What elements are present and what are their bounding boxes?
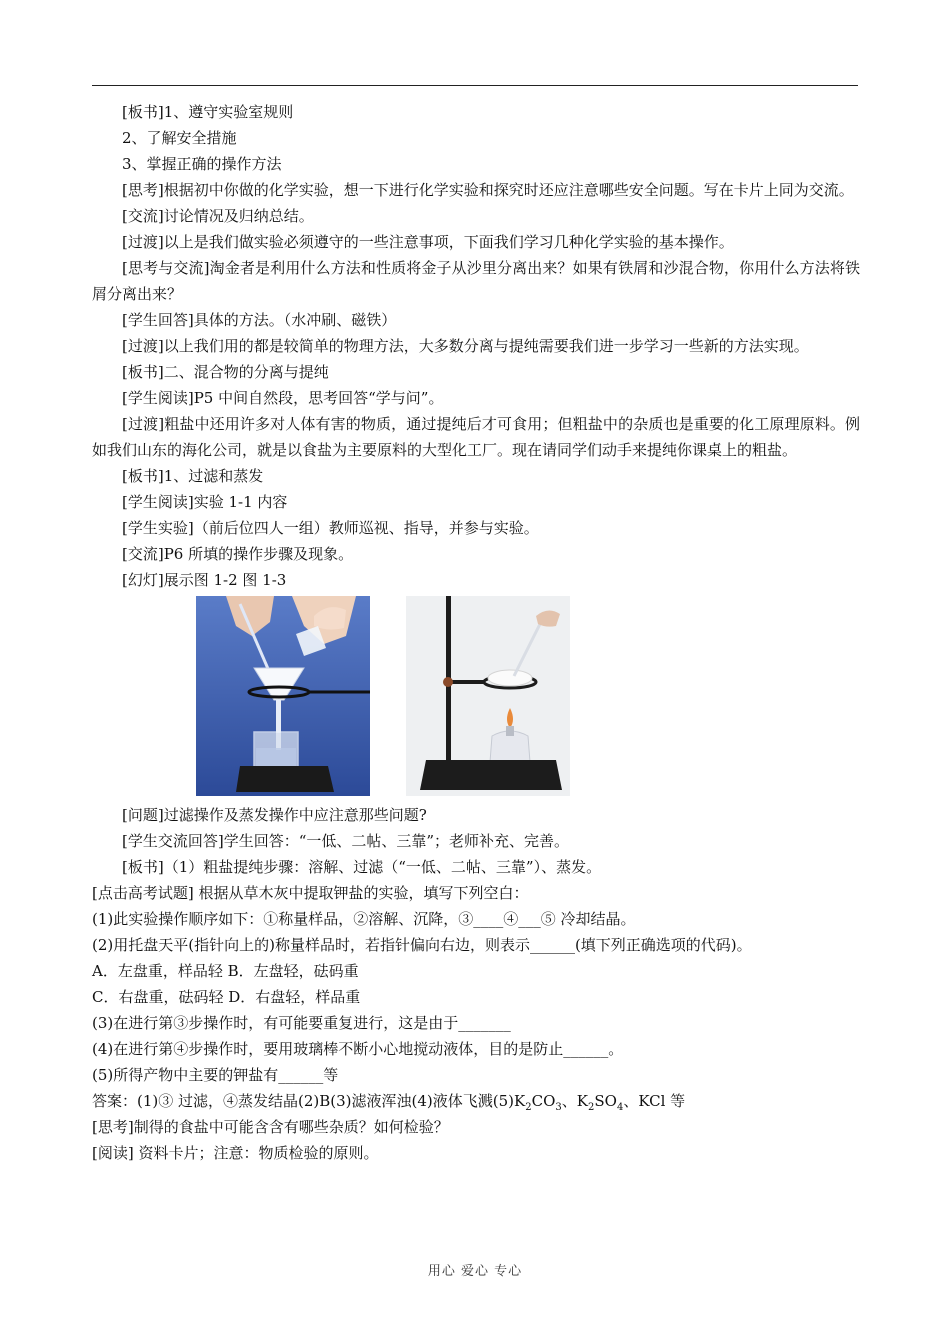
header-rule: [92, 85, 858, 86]
text-line: [学生交流回答]学生回答：“一低、二帖、三靠”；老师补充、完善。: [122, 832, 570, 850]
exam-line: (5)所得产物中主要的钾盐有______等: [92, 1066, 339, 1084]
text-line: [交流]P6 所填的操作步骤及现象。: [122, 545, 354, 563]
exam-line: (4)在进行第④步操作时，要用玻璃棒不断小心地搅动液体，目的是防止______。: [92, 1040, 624, 1058]
text-line: [板书]1、遵守实验室规则: [122, 103, 294, 121]
text-line: [思考]制得的食盐中可能含含有哪些杂质？如何检验？: [92, 1118, 449, 1136]
answer-suffix: 、KCl 等: [623, 1092, 686, 1110]
exam-line: [点击高考试题] 根据从草木灰中提取钾盐的实验，填写下列空白：: [92, 884, 529, 902]
exam-line: A．左盘重，样品轻 B．左盘轻，砝码重: [92, 962, 359, 980]
text-line: [幻灯]展示图 1-2 图 1-3: [122, 571, 287, 589]
text-line: [学生回答]具体的方法。（水冲刷、磁铁）: [122, 311, 397, 329]
text-line: [板书]1、过滤和蒸发: [122, 467, 264, 485]
subscript: 2: [588, 1102, 595, 1113]
exam-line: (2)用托盘天平(指针向上的)称量样品时，若指针偏向右边，则表示______(填下列正确选项的代码)。: [92, 936, 752, 954]
filtration-photo: [196, 596, 370, 796]
text-line: 3、掌握正确的操作方法: [122, 155, 282, 173]
answer-prefix: 答案：(1)③ 过滤，④蒸发结晶(2)B(3)滤液浑浊(4)液体飞溅(5)K: [92, 1092, 526, 1110]
subscript: 4: [616, 1102, 624, 1113]
text-line: [阅读] 资料卡片；注意：物质检验的原则。: [92, 1144, 379, 1162]
exam-line: C．右盘重，砝码轻 D．右盘轻，样品重: [92, 988, 361, 1006]
figure-row: [92, 596, 860, 802]
text-line: [板书]二、混合物的分离与提纯: [122, 363, 329, 381]
text-line: [学生阅读]P5 中间自然段，思考回答“学与问”。: [122, 389, 444, 407]
text-line: [过渡]以上我们用的都是较简单的物理方法，大多数分离与提纯需要我们进一步学习一些新的方法实现。: [122, 337, 809, 355]
document-body: [92, 99, 860, 1166]
text-line: [思考与交流]淘金者是利用什么方法和性质将金子从沙里分离出来？如果有铁屑和沙混合物，你用什么方法将铁屑分离出来？: [92, 259, 860, 303]
exam-line: (1)此实验操作顺序如下：①称量样品，②溶解、沉降，③____④___⑤ 冷却结晶。: [92, 910, 636, 928]
text-line: [问题]过滤操作及蒸发操作中应注意那些问题?: [122, 806, 427, 824]
text-line: [板书]（1）粗盐提纯步骤：溶解、过滤（“一低、二帖、三靠”）、蒸发。: [122, 858, 602, 876]
text-line: [交流]讨论情况及归纳总结。: [122, 207, 314, 225]
text-line: [学生阅读]实验 1-1 内容: [122, 493, 288, 511]
text-line: [过渡]粗盐中还用许多对人体有害的物质，通过提纯后才可食用；但粗盐中的杂质也是重要的化工原理原料。例如我们山东的海化公司，就是以食盐为主要原料的大型化工厂。现在请同学们动手来提纯你课桌上的粗盐。: [92, 415, 860, 459]
evaporation-photo: [406, 596, 570, 796]
text-line: [过渡]以上是我们做实验必须遵守的一些注意事项，下面我们学习几种化学实验的基本操作。: [122, 233, 734, 251]
subscript: 3: [555, 1102, 562, 1113]
answer-text: CO: [531, 1092, 556, 1110]
page-footer: 用心 爱心 专心: [427, 1264, 523, 1279]
answer-text: 、K: [561, 1092, 588, 1110]
answer-text: SO: [594, 1092, 617, 1110]
answer-line: [92, 1088, 860, 1114]
text-line: [思考]根据初中你做的化学实验，想一下进行化学实验和探究时还应注意哪些安全问题。写在卡片上同为交流。: [122, 181, 854, 199]
subscript: 2: [525, 1102, 532, 1113]
exam-line: (3)在进行第③步操作时，有可能要重复进行，这是由于_______: [92, 1014, 511, 1032]
text-line: [学生实验]（前后位四人一组）教师巡视、指导，并参与实验。: [122, 519, 539, 537]
text-line: 2、了解安全措施: [122, 129, 237, 147]
